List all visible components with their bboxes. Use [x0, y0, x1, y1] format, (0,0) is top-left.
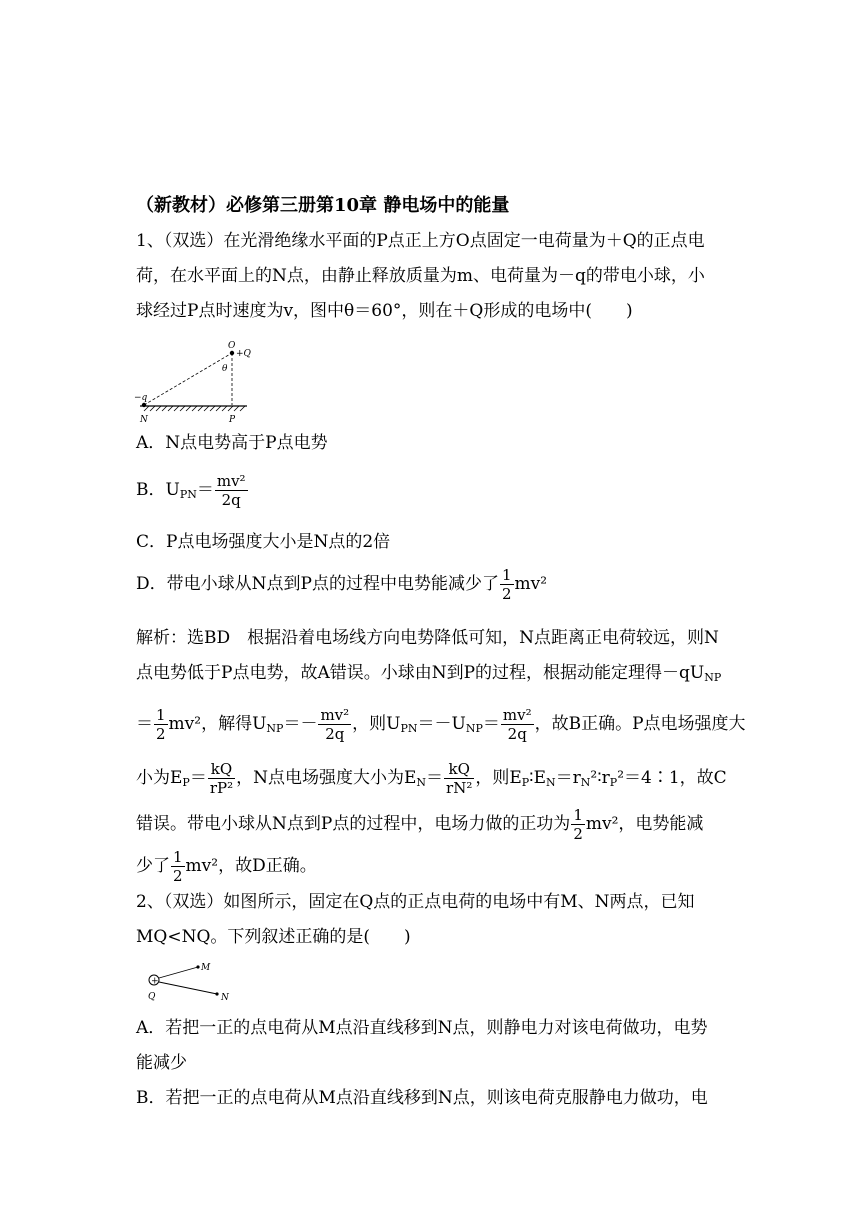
analysis-text: ＝	[189, 768, 207, 788]
analysis-text: mv²，故D正确。	[185, 856, 317, 876]
q1-option-b	[136, 472, 249, 513]
label-O: O	[228, 341, 236, 351]
label-Q: Q	[148, 992, 156, 1002]
fraction-numerator: mv²	[216, 472, 246, 490]
q1-option-a: A．N点电势高于P点电势	[136, 433, 328, 453]
document-title: （新教材）必修第三册第10章 静电场中的能量	[136, 195, 510, 216]
label-M: M	[201, 963, 211, 973]
fraction-numerator: 1	[501, 566, 512, 584]
analysis-line-2-text: 点电势低于P点电势，故A错误。小球由N到P的过程，根据动能定理得－qU	[136, 663, 705, 683]
analysis-text: 少了	[136, 856, 170, 876]
fraction-numerator: kQ	[210, 760, 233, 778]
fraction-denominator: 2	[573, 825, 583, 843]
q1-figure	[132, 338, 257, 428]
fraction-numerator: mv²	[502, 706, 532, 724]
analysis-text: ，故B正确。P点电场强度大	[534, 714, 746, 734]
q1-stem-line-2: 荷，在水平面上的N点，由静止释放质量为m、电荷量为－q的带电小球，小	[136, 266, 705, 286]
q2-stem-line-2: MQ<NQ。下列叙述正确的是( )	[136, 927, 411, 947]
analysis-sub: P	[521, 776, 530, 789]
label-plus: +	[151, 976, 159, 987]
q1-option-b-eq: ＝	[196, 480, 214, 500]
q1-option-b-fraction	[215, 472, 248, 509]
label-N: N	[221, 993, 229, 1003]
label-minus-q: −q	[134, 393, 148, 403]
fraction-denominator: 2	[173, 867, 183, 885]
analysis-text: ＝	[482, 714, 500, 734]
q2-figure	[140, 958, 240, 1004]
fraction-numerator: 1	[173, 848, 183, 866]
fraction-numerator: 1	[156, 706, 166, 724]
analysis-fraction-half	[171, 848, 185, 885]
ball-N-dot	[142, 403, 146, 407]
q1-option-d-tail: mv²	[514, 574, 548, 594]
q1-stem-line-3: 球经过P点时速度为v，图中θ＝60°，则在＋Q形成的电场中( )	[136, 301, 633, 321]
analysis-text: ，则E	[475, 768, 522, 788]
analysis-fraction	[208, 760, 235, 797]
fraction-numerator: 1	[573, 806, 583, 824]
q1-option-d	[136, 566, 547, 603]
analysis-line-2	[136, 662, 721, 689]
analysis-line-3	[136, 704, 746, 749]
fraction-denominator: rN²	[446, 779, 473, 797]
analysis-sub: NP	[704, 671, 722, 684]
analysis-line-1: 解析：选BD 根据沿着电场线方向电势降低可知，N点距离正电荷较远，则N	[136, 628, 719, 648]
q1-stem-line-1: 1、（双选）在光滑绝缘水平面的P点正上方O点固定一电荷量为＋Q的正点电	[136, 231, 705, 251]
analysis-sub: N	[416, 776, 427, 789]
q1-option-d-fraction	[500, 566, 514, 603]
fraction-denominator: rP²	[209, 779, 234, 797]
analysis-sub: PN	[400, 722, 418, 735]
analysis-text: mv²，解得U	[168, 714, 267, 734]
fraction-denominator: 2	[156, 725, 166, 743]
analysis-text: ∶E	[529, 768, 547, 788]
q2-option-a-line-2: 能减少	[136, 1053, 187, 1073]
analysis-line-5	[136, 806, 703, 843]
charge-O-dot	[230, 351, 234, 355]
analysis-text: ，则U	[352, 714, 401, 734]
analysis-text: ²∶r	[590, 768, 610, 788]
label-plus-Q: +Q	[236, 349, 251, 359]
analysis-line-4	[136, 758, 727, 803]
analysis-text: ＝	[426, 768, 444, 788]
analysis-text: ，N点电场强度大小为E	[236, 768, 417, 788]
label-N: N	[140, 415, 148, 425]
analysis-text: ²＝4∶1，故C	[617, 768, 727, 788]
analysis-sub: N	[546, 776, 556, 789]
analysis-fraction	[444, 760, 474, 797]
analysis-fraction-half	[571, 806, 585, 843]
fraction-denominator: 2	[501, 585, 512, 603]
q2-option-a-line-1: A．若把一正的点电荷从M点沿直线移到N点，则静电力对该电荷做功，电势	[136, 1018, 708, 1038]
q1-option-b-sub: PN	[179, 488, 197, 501]
label-P: P	[229, 415, 236, 425]
fraction-denominator: 2q	[501, 724, 534, 743]
analysis-fraction	[318, 706, 351, 743]
analysis-text: ＝－U	[417, 714, 466, 734]
analysis-sub: P	[609, 776, 618, 789]
q1-option-b-label: B．U	[136, 480, 180, 500]
q2-stem-line-1: 2、（双选）如图所示，固定在Q点的正点电荷的电场中有M、N两点，已知	[136, 892, 695, 912]
analysis-sub: NP	[266, 722, 284, 735]
fraction-denominator: 2q	[318, 724, 351, 743]
q1-option-d-text: D．带电小球从N点到P点的过程中电势能减少了	[136, 574, 499, 594]
fraction-denominator: 2q	[215, 490, 248, 509]
analysis-text: mv²，电势能减	[585, 814, 704, 834]
analysis-sub: NP	[465, 722, 483, 735]
fraction-numerator: mv²	[320, 706, 350, 724]
analysis-text: 小为E	[136, 768, 183, 788]
analysis-sub: P	[182, 776, 190, 789]
analysis-text: ＝r	[555, 768, 581, 788]
analysis-text: ＝－	[283, 714, 318, 734]
analysis-fraction	[501, 706, 534, 743]
analysis-text: 错误。带电小球从N点到P点的过程中，电场力做的正功为	[136, 814, 571, 834]
analysis-text: ＝	[136, 714, 153, 734]
analysis-line-6	[136, 848, 317, 885]
analysis-sub: N	[580, 776, 591, 789]
q1-option-c: C．P点电场强度大小是N点的2倍	[136, 532, 391, 552]
q2-option-b-line-1: B．若把一正的点电荷从M点沿直线移到N点，则该电荷克服静电力做功，电	[136, 1088, 708, 1108]
fraction-numerator: kQ	[448, 760, 470, 778]
label-theta: θ	[222, 364, 228, 374]
analysis-fraction-half	[154, 706, 168, 743]
